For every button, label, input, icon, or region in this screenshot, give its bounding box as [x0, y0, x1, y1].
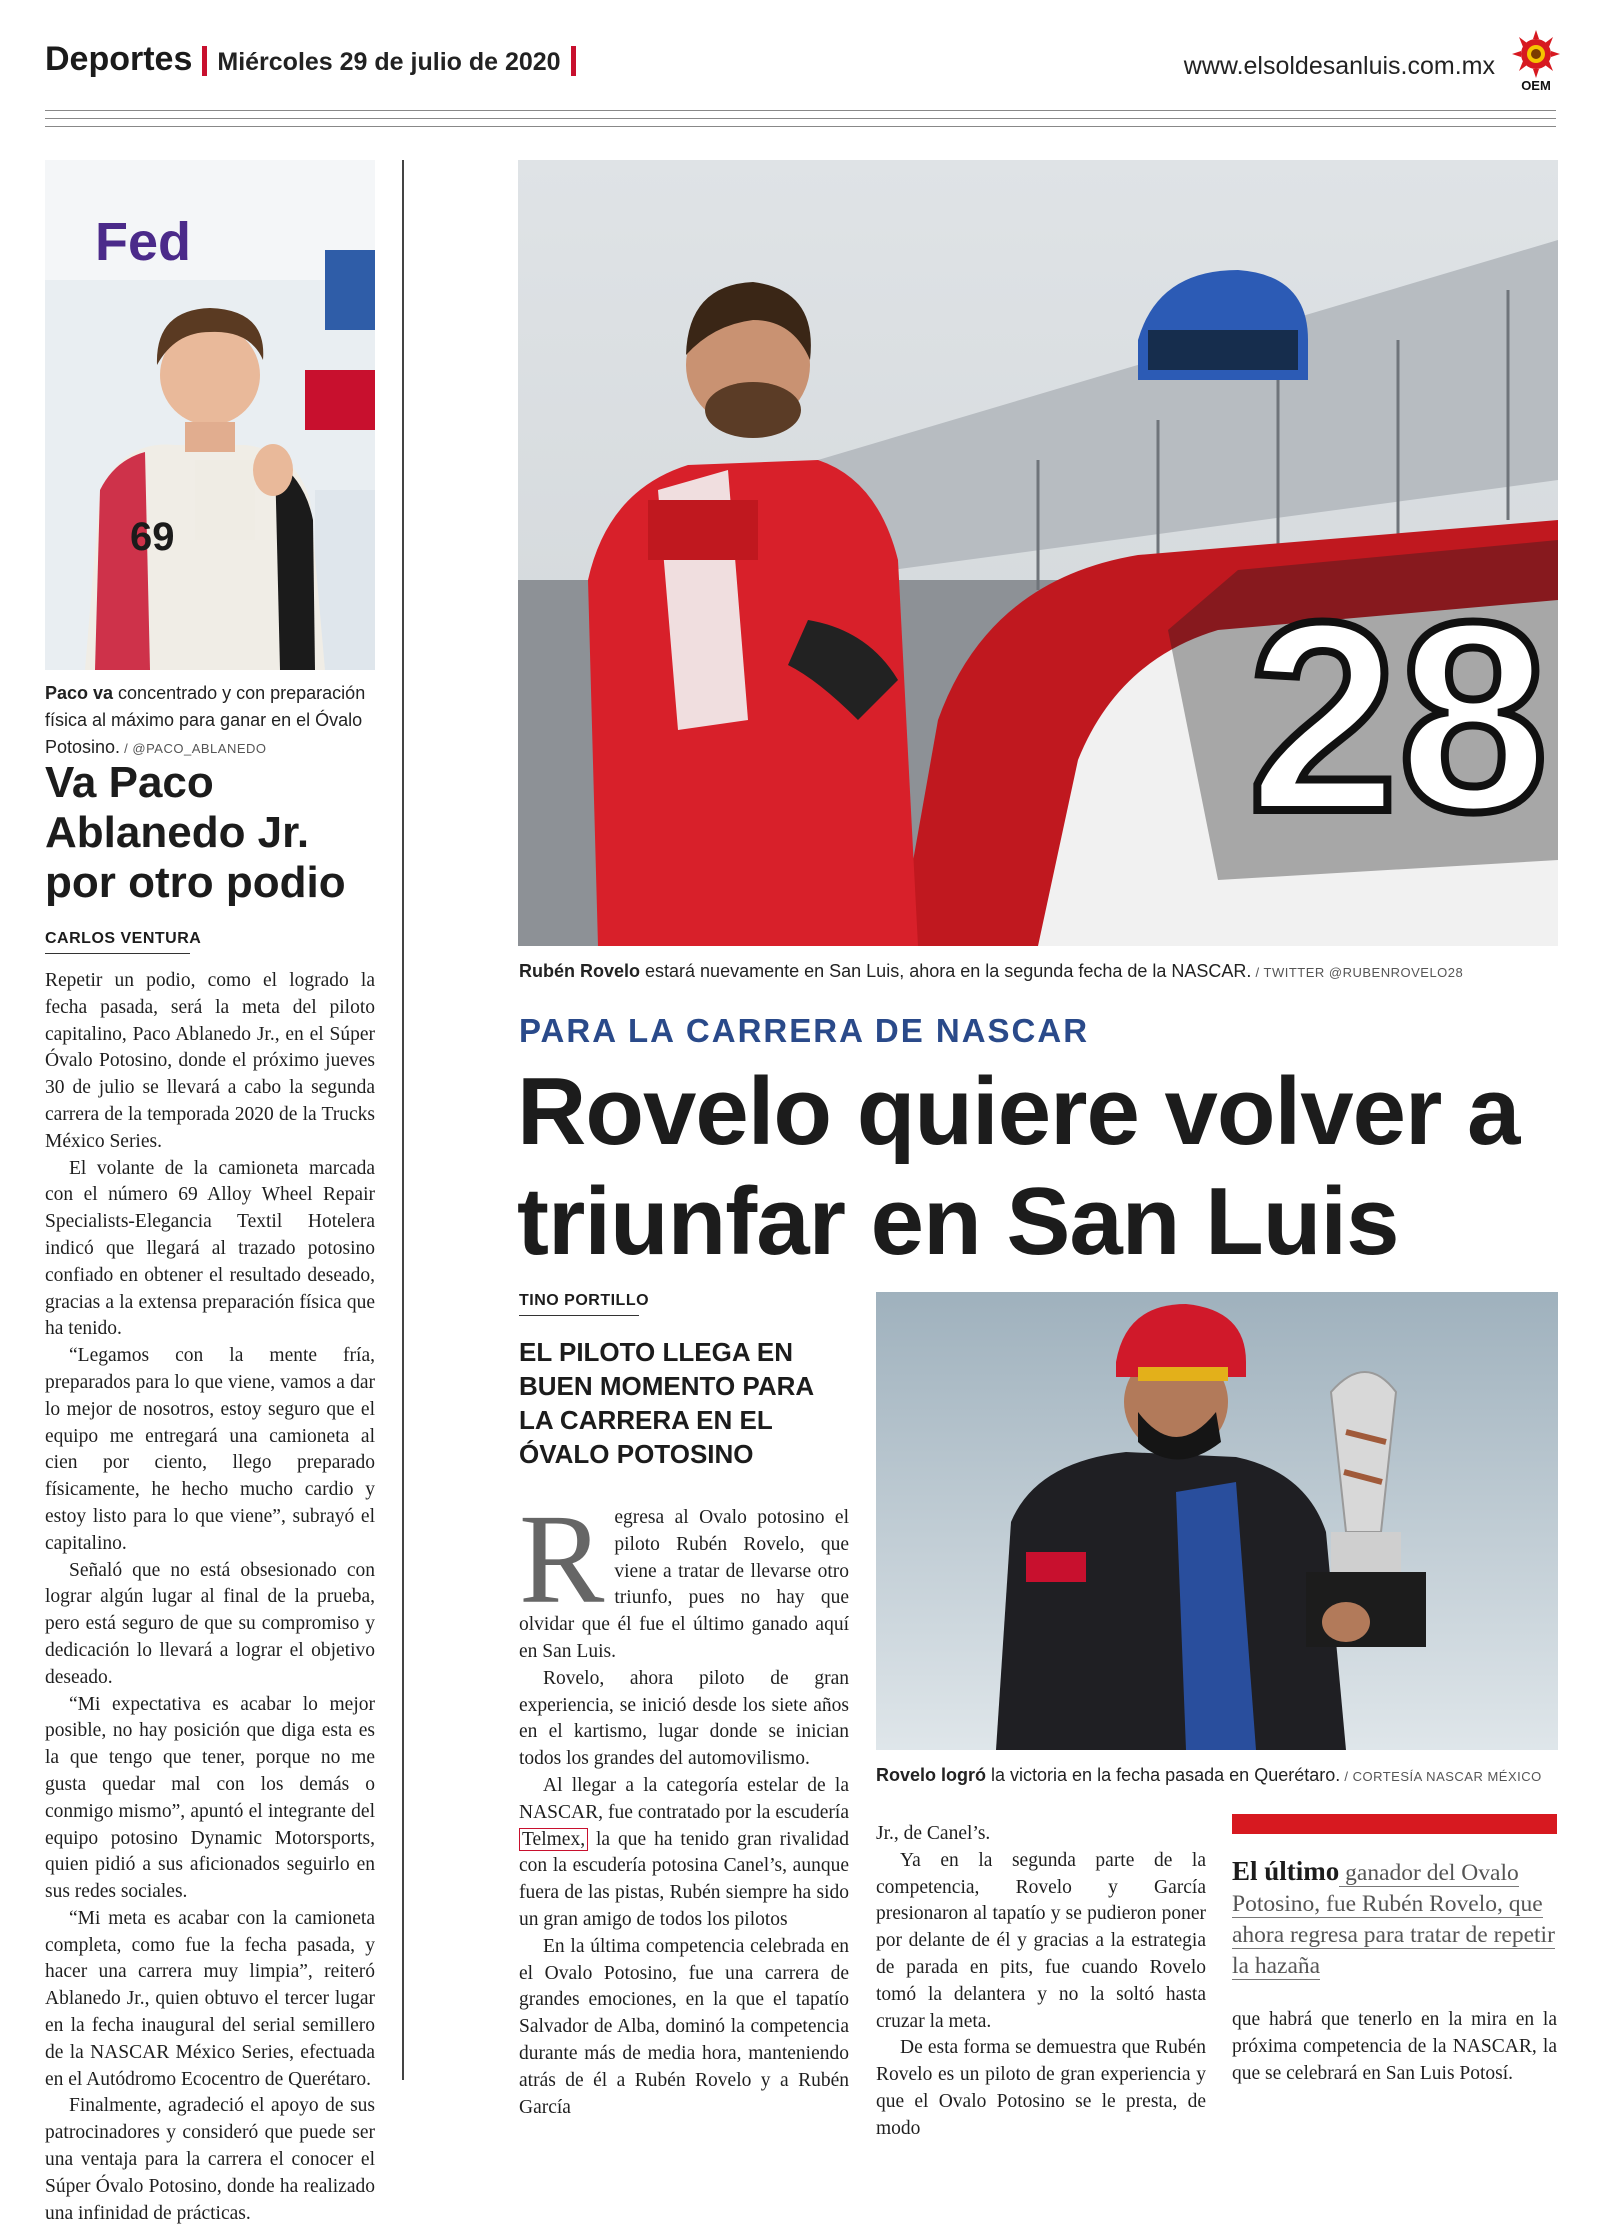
paragraph — [519, 1773, 849, 1934]
paragraph: “Mi meta es acabar con la camioneta completa, como fue la fecha pasada, y hacer una carrera muy limpia”, reiteró Ablanedo Jr., quien obtuvo el tercer lugar en la fecha inaugural del serial semillero de la NASCAR México Series, efectuada en el Autódromo Ecocentro de Querétaro. — [45, 1907, 375, 2090]
header-rule — [45, 126, 1556, 127]
main-article-col3 — [1232, 2007, 1557, 2087]
highlighted-term: Telmex, — [519, 1828, 588, 1851]
pullquote-lead: El último — [1232, 1856, 1340, 1886]
left-article-body — [45, 968, 375, 2227]
paragraph: Ya en la segunda parte de la competencia, Rovelo y García presionaron al tapatío y se pudieron poner por delante de él y gracias a la estrategia de parada en pits, fue cuando Rovelo tomó la delantera y no la soltó hasta cruzar la meta. — [876, 1849, 1206, 2032]
paragraph: De esta forma se demuestra que Rubén Rovelo es un piloto de gran experiencia y que el Ovalo Potosino se le presta, de modo — [876, 2037, 1206, 2139]
left-headline — [45, 758, 385, 908]
caption-text: estará nuevamente en San Luis, ahora en la segunda fecha de la NASCAR. — [640, 961, 1252, 981]
pull-quote — [1232, 1856, 1557, 1982]
caption-lead: Paco va — [45, 683, 114, 703]
paco-photo-caption — [45, 680, 380, 762]
main-byline: TINO PORTILLO — [519, 1292, 650, 1309]
car-number: 28 — [1248, 567, 1549, 868]
pullquote-bar — [1232, 1814, 1557, 1834]
kicker: PARA LA CARRERA DE NASCAR — [519, 1012, 1090, 1049]
svg-text:Fed: Fed — [95, 212, 192, 272]
photo-credit: / @PACO_ABLANEDO — [120, 741, 267, 756]
caption-text: la victoria en la fecha pasada en Querétaro. — [986, 1765, 1341, 1785]
left-byline: CARLOS VENTURA — [45, 930, 202, 947]
rovelo-trophy-photo — [876, 1292, 1558, 1750]
site-url[interactable]: www.elsoldesanluis.com.mx — [1183, 52, 1495, 80]
paragraph: El volante de la camioneta marcada con el número 69 Alloy Wheel Repair Specialists-Elegancia Textil Hotelera indicó que llegará al trazado potosino confiado en obtener el resultado deseado, gracias a la extensa preparación física que ha tenido. — [45, 1157, 375, 1340]
svg-text:69: 69 — [130, 515, 175, 559]
logo-text: OEM — [1521, 78, 1551, 92]
byline-rule — [45, 953, 190, 954]
photo-credit: / CORTESÍA NASCAR MÉXICO — [1340, 1769, 1542, 1784]
main-article-col1 — [519, 1488, 849, 2121]
text-run: la que ha tenido gran rivalidad con la escudería potosina Canel’s, aunque fuera de las pistas, Rubén siempre ha sido un gran amigo de todos los pilotos — [519, 1828, 849, 1930]
rovelo-car-photo — [518, 160, 1558, 946]
oem-logo — [1508, 30, 1564, 92]
main-photo-caption — [519, 958, 1559, 986]
drop-cap: R — [519, 1488, 605, 1630]
paragraph: “Mi expectativa es acabar lo mejor posible, no hay posición que diga esta es la que tengo que tener, porque no me gusta quedar mal con los demás o conmigo mismo”, apuntó el integrante del equipo potosino Dynamic Motorsports, quien pidió a sus aficionados seguirlo en sus redes sociales. — [45, 1693, 375, 1903]
photo-credit: / TWITTER @RUBENROVELO28 — [1251, 965, 1464, 980]
paco-photo — [45, 160, 375, 670]
byline-rule — [519, 1315, 639, 1316]
paragraph: “Legamos con la mente fría, preparados para lo que viene, vamos a dar lo mejor de nosotros, estoy seguro que el equipo me entregará una camioneta al cien por ciento, llego preparado físicamente, he hecho mucho cardio y estoy listo para lo que viene”, subrayó el capitalino. — [45, 1345, 375, 1554]
headline-line: Ablanedo Jr. — [45, 808, 310, 857]
subheadline: EL PILOTO LLEGA EN BUEN MOMENTO PARA LA CARRERA EN EL ÓVALO POTOSINO — [519, 1337, 814, 1469]
lead-text: egresa al Ovalo potosino el piloto Rubén Rovelo, que viene a tratar de llevarse otro triunfo, pues no hay que olvidar que él fue el último ganado aquí en San Luis. — [519, 1507, 849, 1662]
headline-line: por otro podio — [45, 858, 346, 907]
header-rule — [45, 110, 1556, 111]
caption-lead: Rovelo logró — [876, 1765, 987, 1785]
section-header — [45, 40, 586, 79]
main-headline — [517, 1057, 1557, 1277]
paragraph — [519, 1488, 849, 1666]
paragraph: Rovelo, ahora piloto de gran experiencia, se inició desde los siete años en el kartismo, lugar donde se inician todos los grandes del automovilismo. — [519, 1667, 849, 1770]
issue-date: Miércoles 29 de julio de 2020 — [217, 48, 561, 76]
column-divider — [402, 160, 404, 2080]
main-article-col2 — [876, 1821, 1206, 2143]
headline-line: Rovelo quiere volver a — [517, 1058, 1520, 1165]
pullquote-text: ganador del Ovalo Potosino, fue Rubén Rovelo, que ahora regresa para tratar de repetir la hazaña — [1232, 1860, 1555, 1979]
header-rule — [45, 118, 1556, 119]
text-run: Al llegar a la categoría estelar de la NASCAR, fue contratado por la escudería — [519, 1774, 849, 1823]
headline-line: Va Paco — [45, 758, 214, 807]
caption-lead: Rubén Rovelo — [519, 961, 641, 981]
paragraph: Finalmente, agradeció el apoyo de sus patrocinadores y consideró que puede ser una ventaja para la carrera el conocer el Súper Óvalo Potosino, donde ha realizado una infinidad de prácticas. — [45, 2095, 375, 2224]
paragraph: Repetir un podio, como el logrado la fecha pasada, será la meta del piloto capitalino, Paco Ablanedo Jr., en el Súper Óvalo Potosino, donde el próximo jueves 30 de julio se llevará a cabo la segunda carrera de la temporada 2020 de la Trucks México Series. — [45, 970, 375, 1152]
header-divider — [571, 46, 576, 76]
header-divider — [202, 46, 207, 76]
trophy-photo-caption — [876, 1762, 1566, 1790]
section-name: Deportes — [45, 40, 193, 78]
paragraph: Señaló que no está obsesionado con lograr algún lugar al final de la prueba, pero está seguro de que su compromiso y dedicación lo llevará a lograr el objetivo deseado. — [45, 1559, 375, 1688]
headline-line: triunfar en San Luis — [517, 1168, 1399, 1275]
paragraph: que habrá que tenerlo en la mira en la próxima competencia de la NASCAR, la que se celebrará en San Luis Potosí. — [1232, 2009, 1557, 2084]
caption-text: concentrado y con preparación física al máximo para ganar en el Óvalo Potosino. — [45, 683, 366, 757]
paragraph: Jr., de Canel’s. — [876, 1823, 991, 1844]
paragraph: En la última competencia celebrada en el Ovalo Potosino, fue una carrera de grandes emociones, en la que el tapatío Salvador de Alba, dominó la competencia durante más de media hora, manteniendo atrás de él a Rubén Rovelo y a Rubén García — [519, 1935, 849, 2118]
